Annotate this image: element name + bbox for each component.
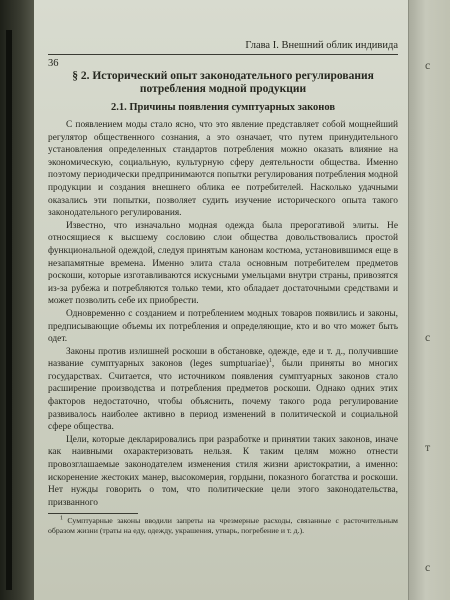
adjacent-glyph: с [425,330,431,344]
header-rule [48,54,398,55]
paragraph-5: Цели, которые декларировались при разработке и принятии таких законов, иначе как наивными охарактеризовать нельзя. К таким целям можно отнести провозглашаемые законодателем изменения стиля жизни аристократии, а именно: искоренение жестоких манер, высокомерия, гордыни, показного богатства и роскоши. Нет нужды говорить о том, что политические цели этого законодательства, призванного [48,434,398,508]
page-body [48,70,398,535]
paragraph-1: С появлением моды стало ясно, что это явление представляет собой мощнейший регулятор общественного сознания, а это означает, что путем принудительного установления определенных стандартов потребления можно оказать влияние на экономическую, социальную, культурную сферу деятельности общества. Именно поэтому периодически предпринимаются попытки регулирования потребления модной продукции и создания внешнего облика ее потребителей. Насколько удачными оказались эти попытки, позволяет судить изучение исторического опыта такого законодательного регулирования. [48,120,398,219]
spine-shadow [6,30,12,590]
footnote-ref: 1 [268,358,272,365]
adjacent-glyph: т [425,440,431,454]
paragraph-4 [48,346,398,434]
footnote-rule [48,513,138,514]
adjacent-glyph: с [425,58,431,72]
paragraph-4-start: Законы против излишней роскоши в обстановке, одежде, еде и т. д., получившие название сумптуарных законов (leges sumptuariae) [48,346,398,370]
section-title: § 2. Исторический опыт законодательного регулирования потребления модной продукции [72,70,374,95]
adjacent-glyph: с [425,560,431,574]
subsection-title: 2.1. Причины появления сумптуарных законов [110,102,336,113]
chapter-title: Глава I. Внешний облик индивида [245,40,398,51]
paragraph-3: Одновременно с созданием и потреблением модных товаров появились и законы, предписывающие объемы их потребления и определяющие, кто и во что может быть одет. [48,308,398,345]
paragraph-4-end: , были приняты во многих государствах. Считается, что источником появления сумптуарных законов стало расширение производства и потребления предметов роскоши. Однако одних этих факторов недостаточно, чтобы объяснить, почему такого рода регулирование развивалось наиболее активно в период изменений в политической и социальной сфере общества. [48,359,398,433]
footnote [48,516,398,535]
page-number: 36 [48,58,59,69]
footnote-number: 1 [60,515,63,522]
adjacent-page [408,0,450,600]
book-spine [0,0,34,600]
book-page [34,0,408,600]
footnote-text: Сумптуарные законы вводили запреты на чрезмерные расходы, связанные с расточительным образом жизни (траты на еду, одежду, украшения, утварь, погребение и т. д.). [48,516,398,535]
paragraph-2: Известно, что изначально модная одежда была прерогативой элиты. Не относящиеся к высшему сословию слои общества довольствовались простой функциональной одеждой, следуя принятым канонам костюма, установившимся еще в незапамятные времена. Именно элита стала основным потребителем предметов роскоши, которые изготавливаются искусными умельцами внутри страны, привозятся из-за рубежа и потребляются только теми, кто обладает достаточными средствами и может позволить себе их приобрести. [48,220,398,307]
